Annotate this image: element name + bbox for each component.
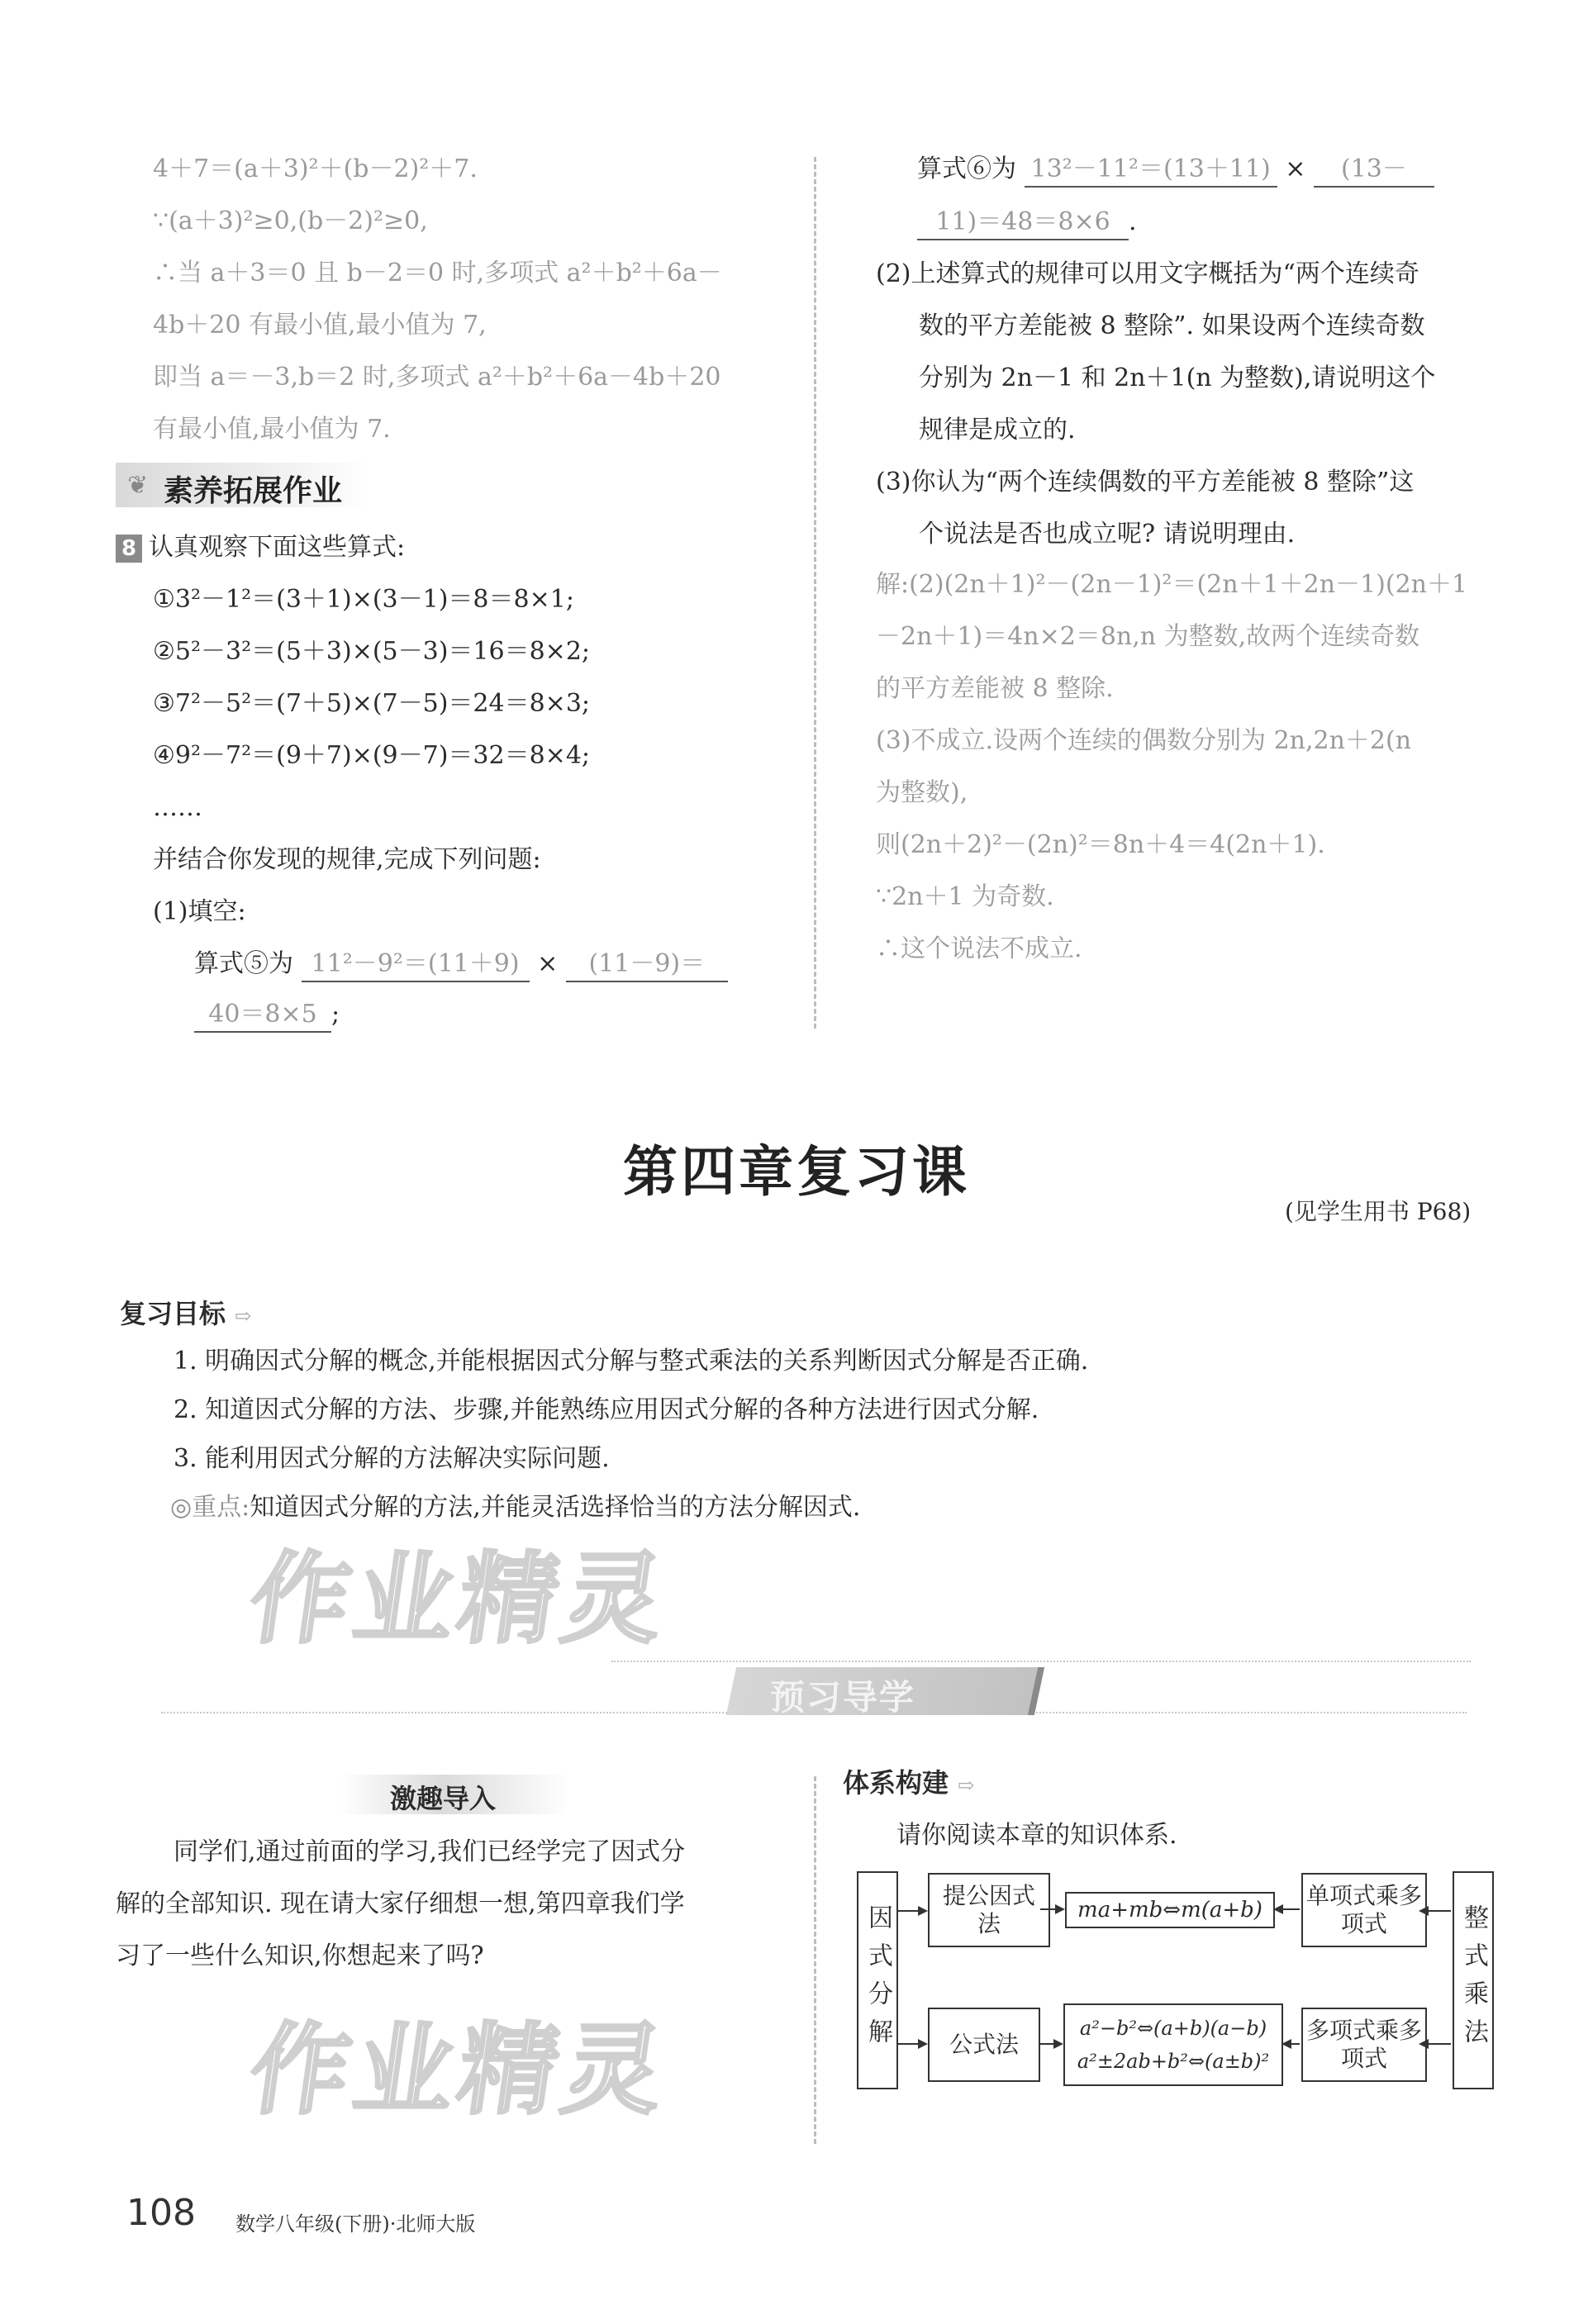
chevron-right-icon: ⇨ — [958, 1774, 975, 1797]
formula6-prefix: 算式⑥为 — [917, 154, 1016, 183]
goals-heading-text: 复习目标 — [120, 1298, 226, 1329]
formula5-row2 — [194, 998, 340, 1033]
goal-item: 3. 能利用因式分解的方法解决实际问题. — [174, 1444, 610, 1473]
factorization-label-box — [857, 1871, 898, 2089]
factorization-label: 因式分解 — [863, 1904, 892, 2056]
arrow-right — [1040, 1908, 1063, 1910]
arrow-right — [1040, 2043, 1062, 2045]
banner-title: 预习导学 — [769, 1677, 915, 1718]
arrow-right — [896, 1910, 926, 1912]
formula6-blank2: (13－ — [1314, 153, 1434, 188]
intro-heading: 激趣导入 — [390, 1783, 497, 1814]
part1-label: (1)填空: — [153, 897, 246, 926]
page-number: 108 — [126, 2192, 196, 2234]
difference-of-squares-formula: a²−b²⇔(a+b)(a−b) — [1079, 2017, 1267, 2040]
chapter-reference: (见学生用书 P68) — [1285, 1198, 1472, 1225]
intro-line: 同学们,通过前面的学习,我们已经学完了因式分 — [174, 1837, 686, 1866]
answer-line: －2n＋1)＝4n×2＝8n,n 为整数,故两个连续奇数 — [876, 622, 1420, 651]
chevron-right-icon: ⇨ — [235, 1305, 252, 1328]
formula-method-box: 公式法 — [928, 2008, 1040, 2082]
q8-prompt: 认真观察下面这些算式: — [149, 533, 406, 562]
formula6-blank3: 11)＝48＝8×6 — [917, 206, 1129, 240]
equation-item: ②5²－3²＝(5＋3)×(5－3)＝16＝8×2; — [153, 637, 591, 666]
formula5-end: ; — [331, 1000, 340, 1029]
system-heading — [843, 1762, 974, 1800]
polynomial-times-polynomial-box: 多项式乘多项式 — [1301, 2008, 1427, 2082]
solution-line: 即当 a＝－3,b＝2 时,多项式 a²＋b²＋6a－4b＋20 — [153, 363, 721, 392]
formula5-blank3: 40＝8×5 — [194, 998, 331, 1033]
preview-banner — [726, 1667, 1044, 1718]
integral-multiplication-box — [1453, 1871, 1494, 2089]
goal-item: 1. 明确因式分解的概念,并能根据因式分解与整式乘法的关系判断因式分解是否正确. — [174, 1347, 1089, 1376]
section-title-banner — [116, 463, 372, 507]
formula5-prefix: 算式⑤为 — [194, 949, 293, 978]
equation-item: ①3²－1²＝(3＋1)×(3－1)＝8＝8×1; — [153, 585, 574, 614]
arrow-left — [1420, 1910, 1451, 1912]
equation-list — [153, 583, 814, 929]
formula6-row2 — [917, 206, 1137, 240]
answer-line: 为整数), — [876, 778, 968, 807]
arrow-left — [1420, 2043, 1451, 2045]
square-formula-box — [1063, 2003, 1283, 2086]
common-factor-method-box: 提公因式法 — [928, 1873, 1050, 1947]
formula5-blank2: (11－9)＝ — [566, 948, 728, 982]
goal-item: 2. 知道因式分解的方法、步骤,并能熟练应用因式分解的各种方法进行因式分解. — [174, 1395, 1039, 1424]
banner-rule-upper — [611, 1661, 1471, 1662]
answer-block — [876, 568, 1537, 966]
watermark: 作业精灵 — [242, 1542, 676, 1657]
key-point — [170, 1491, 1537, 1524]
solution-line: ∴当 a＋3＝0 且 b－2＝0 时,多项式 a²＋b²＋6a－ — [153, 259, 722, 288]
formula6-row — [917, 153, 1434, 188]
watermark: 作业精灵 — [242, 2013, 676, 2128]
q8-header — [116, 531, 801, 564]
goals-heading — [120, 1293, 251, 1331]
times-sign: × — [1285, 154, 1306, 183]
answer-line: 则(2n＋2)²－(2n)²＝8n＋4＝4(2n＋1). — [876, 830, 1325, 859]
q2-line: (2)上述算式的规律可以用文字概括为“两个连续奇 — [876, 259, 1419, 288]
solution-line: ∵(a＋3)²≥0,(b－2)²≥0, — [153, 207, 428, 235]
formula5-blank1: 11²－9²＝(11＋9) — [302, 948, 530, 982]
arrow-right — [896, 2043, 926, 2045]
column-divider — [814, 1776, 816, 2144]
key-text: 知道因式分解的方法,并能灵活选择恰当的方法分解因式. — [250, 1493, 861, 1522]
question-number-badge: 8 — [116, 535, 142, 563]
solution-line: 有最小值,最小值为 7. — [153, 415, 391, 444]
solution-line: 4b＋20 有最小值,最小值为 7, — [153, 311, 487, 340]
column-divider — [814, 157, 816, 1029]
intro-text — [116, 1836, 801, 1973]
q3-line: (3)你认为“两个连续偶数的平方差能被 8 整除”这 — [876, 468, 1415, 497]
intro-line: 解的全部知识. 现在请大家仔细想一想,第四章我们学 — [116, 1889, 685, 1918]
q2-line: 规律是成立的. — [919, 416, 1076, 444]
chapter-title: 第四章复习课 — [623, 1140, 970, 1204]
left-top-solution — [153, 153, 797, 446]
section-title: 素养拓展作业 — [164, 474, 343, 508]
arrow-left — [1275, 1908, 1300, 1910]
answer-line: ∵2n＋1 为奇数. — [876, 882, 1054, 911]
key-label: ◎重点: — [170, 1493, 250, 1522]
answer-line: ∴这个说法不成立. — [876, 934, 1082, 963]
q2-line: 数的平方差能被 8 整除”. 如果设两个连续奇数 — [919, 311, 1425, 340]
solution-line: 4＋7＝(a＋3)²＋(b－2)²＋7. — [153, 154, 478, 183]
q2-line: 分别为 2n－1 和 2n＋1(n 为整数),请说明这个 — [919, 364, 1436, 392]
instruction: 并结合你发现的规律,完成下列问题: — [153, 845, 541, 874]
intro-heading-banner — [339, 1775, 570, 1814]
question-2 — [876, 258, 1537, 551]
formula6-blank1: 13²－11²＝(13＋11) — [1025, 153, 1277, 188]
answer-line: 解:(2)(2n＋1)²－(2n－1)²＝(2n＋1＋2n－1)(2n＋1 — [876, 570, 1468, 599]
question-8 — [116, 531, 801, 564]
formula5-row — [194, 948, 728, 982]
common-factor-formula-box: ma+mb⇔m(a+b) — [1065, 1892, 1275, 1928]
answer-line: (3)不成立.设两个连续的偶数分别为 2n,2n＋2(n — [876, 726, 1412, 755]
goals-list — [170, 1345, 1537, 1524]
times-sign: × — [537, 949, 559, 978]
equation-item: ③7²－5²＝(7＋5)×(7－5)＝24＝8×3; — [153, 689, 591, 718]
system-prompt: 请你阅读本章的知识体系. — [896, 1821, 1177, 1850]
arrow-left — [1283, 2043, 1300, 2045]
equation-item: …… — [153, 793, 202, 822]
system-heading-text: 体系构建 — [843, 1767, 949, 1799]
leaf-icon: ❦ — [127, 471, 149, 500]
equation-item: ④9²－7²＝(9＋7)×(9－7)＝32＝8×4; — [153, 741, 591, 770]
answer-line: 的平方差能被 8 整除. — [876, 674, 1114, 703]
intro-line: 习了一些什么知识,你想起来了吗? — [116, 1941, 484, 1970]
integral-multiplication-label: 整式乘法 — [1459, 1904, 1488, 2056]
book-title: 数学八年级(下册)·北师大版 — [235, 2212, 476, 2236]
monomial-times-polynomial-box: 单项式乘多项式 — [1301, 1873, 1427, 1947]
perfect-square-formula: a²±2ab+b²⇔(a±b)² — [1077, 2050, 1270, 2073]
formula6-end: . — [1129, 207, 1137, 236]
q3-line: 个说法是否也成立呢? 请说明理由. — [919, 520, 1296, 549]
